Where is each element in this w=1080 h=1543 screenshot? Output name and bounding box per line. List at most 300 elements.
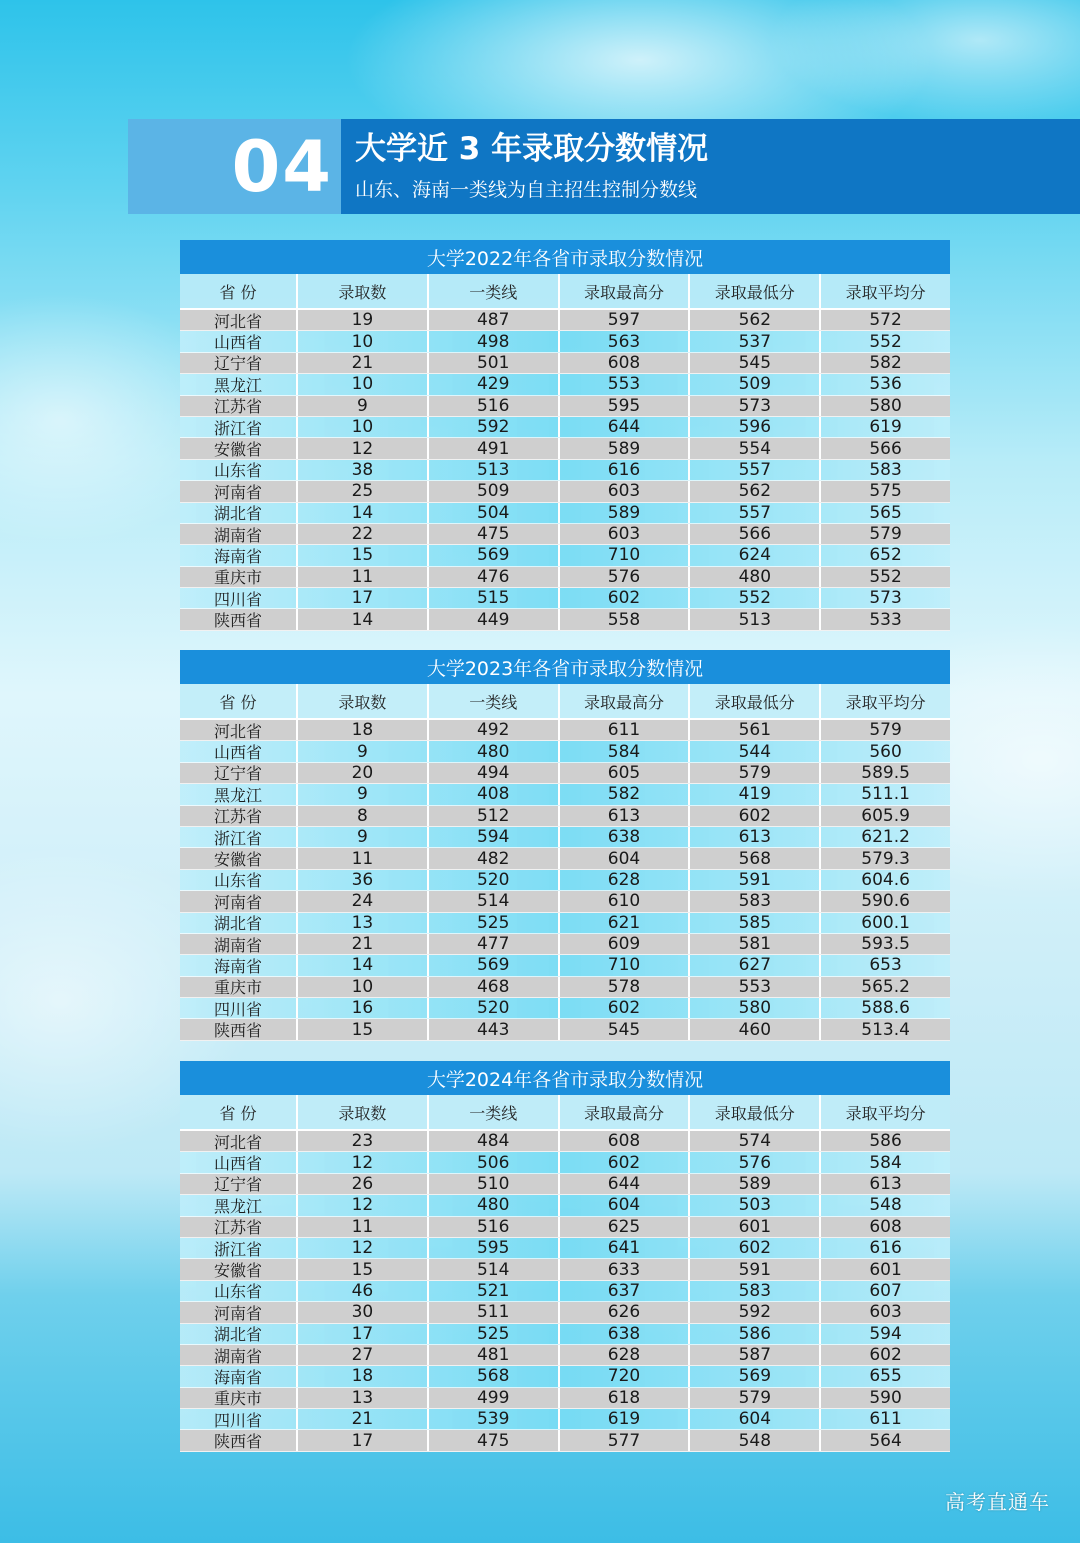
value-cell: 419 <box>690 784 821 804</box>
value-cell: 569 <box>690 1366 821 1386</box>
value-cell: 14 <box>298 955 429 975</box>
section-banner <box>128 119 1080 214</box>
value-cell: 539 <box>429 1409 560 1429</box>
value-cell: 613 <box>560 806 691 826</box>
value-cell: 30 <box>298 1302 429 1322</box>
table-row <box>180 1195 950 1216</box>
table-title: 大学2024年各省市录取分数情况 <box>180 1061 950 1095</box>
value-cell: 590.6 <box>861 891 910 912</box>
value-cell: 596 <box>690 417 821 437</box>
value-cell: 592 <box>690 1302 821 1322</box>
value-cell: 516 <box>429 396 560 416</box>
value-cell: 568 <box>690 848 821 868</box>
value-cell: 585 <box>690 913 821 933</box>
value-cell: 624 <box>690 545 821 565</box>
value-cell: 580 <box>690 998 821 1018</box>
value-cell: 589 <box>560 438 691 458</box>
column-header: 录取数 <box>298 274 429 308</box>
value-cell: 11 <box>298 848 429 868</box>
value-cell: 492 <box>429 720 560 740</box>
table-row <box>180 1409 950 1430</box>
table-title: 大学2023年各省市录取分数情况 <box>180 650 950 684</box>
value-cell: 558 <box>560 609 691 629</box>
value-cell: 564 <box>869 1430 902 1451</box>
province-cell: 湖北省 <box>180 913 298 933</box>
value-cell: 11 <box>298 567 429 587</box>
table-row <box>180 503 950 524</box>
table-row <box>180 741 950 762</box>
province-cell: 湖南省 <box>180 934 298 954</box>
value-cell: 608 <box>560 353 691 373</box>
value-cell: 512 <box>429 806 560 826</box>
province-cell: 陕西省 <box>180 609 298 629</box>
value-cell: 572 <box>869 310 902 331</box>
value-cell: 11 <box>298 1217 429 1237</box>
value-cell: 600.1 <box>861 912 910 933</box>
value-cell: 9 <box>298 396 429 416</box>
value-cell: 566 <box>869 438 902 459</box>
table-body <box>180 718 950 1041</box>
value-cell: 720 <box>560 1366 691 1386</box>
value-cell: 633 <box>560 1259 691 1279</box>
value-cell: 18 <box>298 720 429 740</box>
value-cell: 545 <box>690 353 821 373</box>
value-cell: 565 <box>869 502 902 523</box>
value-cell: 618 <box>560 1388 691 1408</box>
province-cell: 江苏省 <box>180 806 298 826</box>
value-cell: 36 <box>298 870 429 890</box>
province-cell: 安徽省 <box>180 1259 298 1279</box>
column-header: 录取数 <box>298 684 429 718</box>
value-cell: 560 <box>869 741 902 762</box>
value-cell: 566 <box>690 524 821 544</box>
value-cell: 627 <box>690 955 821 975</box>
value-cell: 477 <box>429 934 560 954</box>
column-header: 录取平均分 <box>845 282 926 302</box>
value-cell: 537 <box>690 331 821 351</box>
value-cell: 498 <box>429 331 560 351</box>
value-cell: 621 <box>560 913 691 933</box>
value-cell: 15 <box>298 1019 429 1039</box>
table-header-row <box>180 274 950 308</box>
value-cell: 21 <box>298 1409 429 1429</box>
table-row <box>180 524 950 545</box>
column-header: 省 份 <box>180 684 298 718</box>
value-cell: 594 <box>869 1323 902 1344</box>
value-cell: 619 <box>560 1409 691 1429</box>
value-cell: 480 <box>429 741 560 761</box>
value-cell: 569 <box>429 955 560 975</box>
table-row <box>180 1302 950 1323</box>
section-number: 04 <box>231 125 333 208</box>
value-cell: 521 <box>429 1281 560 1301</box>
value-cell: 616 <box>560 460 691 480</box>
score-table-2022 <box>180 240 950 631</box>
column-header: 一类线 <box>429 274 560 308</box>
column-header: 录取数 <box>298 1095 429 1129</box>
province-cell: 安徽省 <box>180 438 298 458</box>
value-cell: 494 <box>429 763 560 783</box>
value-cell: 608 <box>869 1216 902 1237</box>
value-cell: 613 <box>869 1173 902 1194</box>
province-cell: 辽宁省 <box>180 763 298 783</box>
province-cell: 江苏省 <box>180 1217 298 1237</box>
value-cell: 514 <box>429 891 560 911</box>
value-cell: 554 <box>690 438 821 458</box>
value-cell: 17 <box>298 588 429 608</box>
value-cell: 597 <box>560 310 691 330</box>
value-cell: 593.5 <box>861 934 910 955</box>
province-cell: 辽宁省 <box>180 353 298 373</box>
value-cell: 579.3 <box>861 848 910 869</box>
value-cell: 584 <box>560 741 691 761</box>
value-cell: 619 <box>869 417 902 438</box>
value-cell: 476 <box>429 567 560 587</box>
value-cell: 552 <box>869 331 902 352</box>
value-cell: 520 <box>429 870 560 890</box>
table-body <box>180 1129 950 1452</box>
value-cell: 587 <box>690 1345 821 1365</box>
table-row <box>180 720 950 741</box>
value-cell: 628 <box>560 1345 691 1365</box>
value-cell: 602 <box>690 1238 821 1258</box>
value-cell: 14 <box>298 609 429 629</box>
value-cell: 583 <box>690 891 821 911</box>
value-cell: 408 <box>429 784 560 804</box>
value-cell: 491 <box>429 438 560 458</box>
value-cell: 513 <box>690 609 821 629</box>
province-cell: 山西省 <box>180 331 298 351</box>
value-cell: 25 <box>298 481 429 501</box>
province-cell: 河南省 <box>180 1302 298 1322</box>
value-cell: 19 <box>298 310 429 330</box>
section-heading-box <box>341 119 1080 214</box>
value-cell: 10 <box>298 331 429 351</box>
value-cell: 581 <box>690 934 821 954</box>
table-row <box>180 1152 950 1173</box>
value-cell: 610 <box>560 891 691 911</box>
province-cell: 安徽省 <box>180 848 298 868</box>
province-cell: 浙江省 <box>180 1238 298 1258</box>
value-cell: 9 <box>298 827 429 847</box>
province-cell: 湖南省 <box>180 1345 298 1365</box>
province-cell: 浙江省 <box>180 417 298 437</box>
value-cell: 443 <box>429 1019 560 1039</box>
table-row <box>180 1388 950 1409</box>
value-cell: 525 <box>429 1324 560 1344</box>
value-cell: 562 <box>690 310 821 330</box>
value-cell: 545 <box>560 1019 691 1039</box>
value-cell: 9 <box>298 741 429 761</box>
table-body <box>180 308 950 631</box>
column-header: 录取平均分 <box>845 1103 926 1123</box>
value-cell: 637 <box>560 1281 691 1301</box>
value-cell: 578 <box>560 977 691 997</box>
value-cell: 613 <box>690 827 821 847</box>
province-cell: 陕西省 <box>180 1430 298 1450</box>
province-cell: 海南省 <box>180 1366 298 1386</box>
value-cell: 475 <box>429 1430 560 1450</box>
value-cell: 511.1 <box>861 784 910 805</box>
value-cell: 506 <box>429 1152 560 1172</box>
province-cell: 浙江省 <box>180 827 298 847</box>
watermark: 高考直通车 <box>945 1490 1050 1514</box>
value-cell: 20 <box>298 763 429 783</box>
province-cell: 江苏省 <box>180 396 298 416</box>
value-cell: 536 <box>869 374 902 395</box>
table-row <box>180 1324 950 1345</box>
value-cell: 573 <box>869 588 902 609</box>
value-cell: 638 <box>560 827 691 847</box>
column-header: 录取最高分 <box>560 684 691 718</box>
table-row <box>180 481 950 502</box>
value-cell: 18 <box>298 1366 429 1386</box>
value-cell: 710 <box>560 955 691 975</box>
value-cell: 586 <box>690 1324 821 1344</box>
table-row <box>180 955 950 976</box>
value-cell: 602 <box>869 1345 902 1366</box>
value-cell: 514 <box>429 1259 560 1279</box>
value-cell: 8 <box>298 806 429 826</box>
value-cell: 583 <box>869 459 902 480</box>
value-cell: 591 <box>690 1259 821 1279</box>
value-cell: 533 <box>869 609 902 630</box>
value-cell: 12 <box>298 438 429 458</box>
value-cell: 592 <box>429 417 560 437</box>
value-cell: 520 <box>429 998 560 1018</box>
table-row <box>180 891 950 912</box>
table-row <box>180 567 950 588</box>
column-header: 省 份 <box>180 274 298 308</box>
value-cell: 569 <box>429 545 560 565</box>
value-cell: 576 <box>690 1152 821 1172</box>
province-cell: 山西省 <box>180 741 298 761</box>
value-cell: 21 <box>298 353 429 373</box>
column-header: 录取最高分 <box>560 1095 691 1129</box>
value-cell: 644 <box>560 417 691 437</box>
value-cell: 628 <box>560 870 691 890</box>
table-row <box>180 331 950 352</box>
value-cell: 23 <box>298 1131 429 1151</box>
table-row <box>180 827 950 848</box>
table-header-row <box>180 684 950 718</box>
value-cell: 582 <box>869 352 902 373</box>
column-header: 录取平均分 <box>845 692 926 712</box>
table-row <box>180 1131 950 1152</box>
value-cell: 553 <box>560 374 691 394</box>
value-cell: 576 <box>560 567 691 587</box>
value-cell: 626 <box>560 1302 691 1322</box>
value-cell: 604 <box>690 1409 821 1429</box>
value-cell: 583 <box>690 1281 821 1301</box>
table-row <box>180 1430 950 1451</box>
table-row <box>180 806 950 827</box>
value-cell: 503 <box>690 1195 821 1215</box>
value-cell: 577 <box>560 1430 691 1450</box>
province-cell: 陕西省 <box>180 1019 298 1039</box>
value-cell: 9 <box>298 784 429 804</box>
value-cell: 616 <box>869 1238 902 1259</box>
value-cell: 13 <box>298 913 429 933</box>
value-cell: 429 <box>429 374 560 394</box>
province-cell: 海南省 <box>180 545 298 565</box>
table-row <box>180 1345 950 1366</box>
value-cell: 582 <box>560 784 691 804</box>
value-cell: 557 <box>690 503 821 523</box>
value-cell: 561 <box>690 720 821 740</box>
table-row <box>180 396 950 417</box>
province-cell: 黑龙江 <box>180 1195 298 1215</box>
score-table-2023 <box>180 650 950 1041</box>
value-cell: 602 <box>560 998 691 1018</box>
value-cell: 499 <box>429 1388 560 1408</box>
value-cell: 557 <box>690 460 821 480</box>
value-cell: 480 <box>429 1195 560 1215</box>
value-cell: 625 <box>560 1217 691 1237</box>
value-cell: 604.6 <box>861 869 910 890</box>
value-cell: 573 <box>690 396 821 416</box>
value-cell: 501 <box>429 353 560 373</box>
value-cell: 10 <box>298 374 429 394</box>
value-cell: 548 <box>869 1195 902 1216</box>
value-cell: 449 <box>429 609 560 629</box>
value-cell: 641 <box>560 1238 691 1258</box>
table-row <box>180 1217 950 1238</box>
value-cell: 652 <box>869 545 902 566</box>
value-cell: 544 <box>690 741 821 761</box>
province-cell: 湖北省 <box>180 503 298 523</box>
province-cell: 山东省 <box>180 1281 298 1301</box>
value-cell: 608 <box>560 1131 691 1151</box>
value-cell: 602 <box>560 1152 691 1172</box>
table-row <box>180 1281 950 1302</box>
province-cell: 河南省 <box>180 891 298 911</box>
value-cell: 509 <box>690 374 821 394</box>
column-header: 录取最高分 <box>560 274 691 308</box>
table-row <box>180 310 950 331</box>
value-cell: 510 <box>429 1174 560 1194</box>
value-cell: 17 <box>298 1324 429 1344</box>
section-title: 大学近 3 年录取分数情况 <box>355 131 709 168</box>
value-cell: 46 <box>298 1281 429 1301</box>
value-cell: 552 <box>690 588 821 608</box>
value-cell: 565.2 <box>861 976 910 997</box>
value-cell: 14 <box>298 503 429 523</box>
value-cell: 588.6 <box>861 998 910 1019</box>
value-cell: 13 <box>298 1388 429 1408</box>
table-row <box>180 374 950 395</box>
value-cell: 710 <box>560 545 691 565</box>
value-cell: 21 <box>298 934 429 954</box>
column-header: 录取最低分 <box>690 274 821 308</box>
value-cell: 580 <box>869 395 902 416</box>
section-subtitle: 山东、海南一类线为自主招生控制分数线 <box>355 178 698 201</box>
value-cell: 487 <box>429 310 560 330</box>
value-cell: 589 <box>560 503 691 523</box>
value-cell: 24 <box>298 891 429 911</box>
value-cell: 511 <box>429 1302 560 1322</box>
value-cell: 590 <box>869 1387 902 1408</box>
table-row <box>180 848 950 869</box>
value-cell: 609 <box>560 934 691 954</box>
province-cell: 黑龙江 <box>180 784 298 804</box>
value-cell: 602 <box>690 806 821 826</box>
value-cell: 482 <box>429 848 560 868</box>
value-cell: 595 <box>560 396 691 416</box>
value-cell: 603 <box>560 481 691 501</box>
province-cell: 山东省 <box>180 870 298 890</box>
value-cell: 480 <box>690 567 821 587</box>
value-cell: 638 <box>560 1324 691 1344</box>
value-cell: 621.2 <box>861 827 910 848</box>
value-cell: 579 <box>869 720 902 741</box>
value-cell: 38 <box>298 460 429 480</box>
table-header-row <box>180 1095 950 1129</box>
value-cell: 12 <box>298 1152 429 1172</box>
value-cell: 605 <box>560 763 691 783</box>
value-cell: 553 <box>690 977 821 997</box>
value-cell: 17 <box>298 1430 429 1450</box>
value-cell: 574 <box>690 1131 821 1151</box>
value-cell: 525 <box>429 913 560 933</box>
value-cell: 584 <box>869 1152 902 1173</box>
column-header: 录取最低分 <box>690 1095 821 1129</box>
value-cell: 509 <box>429 481 560 501</box>
value-cell: 605.9 <box>861 805 910 826</box>
column-header: 录取最低分 <box>690 684 821 718</box>
value-cell: 603 <box>560 524 691 544</box>
value-cell: 10 <box>298 977 429 997</box>
value-cell: 591 <box>690 870 821 890</box>
value-cell: 601 <box>690 1217 821 1237</box>
value-cell: 601 <box>869 1259 902 1280</box>
value-cell: 589.5 <box>861 762 910 783</box>
value-cell: 10 <box>298 417 429 437</box>
province-cell: 黑龙江 <box>180 374 298 394</box>
value-cell: 27 <box>298 1345 429 1365</box>
value-cell: 602 <box>560 588 691 608</box>
value-cell: 579 <box>869 524 902 545</box>
value-cell: 604 <box>560 1195 691 1215</box>
value-cell: 468 <box>429 977 560 997</box>
table-title: 大学2022年各省市录取分数情况 <box>180 240 950 274</box>
value-cell: 475 <box>429 524 560 544</box>
value-cell: 12 <box>298 1195 429 1215</box>
province-cell: 重庆市 <box>180 977 298 997</box>
value-cell: 611 <box>869 1409 902 1430</box>
section-number-box <box>128 119 341 214</box>
value-cell: 611 <box>560 720 691 740</box>
value-cell: 516 <box>429 1217 560 1237</box>
value-cell: 586 <box>869 1131 902 1152</box>
table-row <box>180 588 950 609</box>
value-cell: 595 <box>429 1238 560 1258</box>
table-row <box>180 438 950 459</box>
table-row <box>180 1174 950 1195</box>
province-cell: 河北省 <box>180 720 298 740</box>
province-cell: 四川省 <box>180 998 298 1018</box>
column-header: 一类线 <box>429 1095 560 1129</box>
value-cell: 603 <box>869 1302 902 1323</box>
value-cell: 607 <box>869 1280 902 1301</box>
province-cell: 辽宁省 <box>180 1174 298 1194</box>
province-cell: 河北省 <box>180 310 298 330</box>
column-header: 省 份 <box>180 1095 298 1129</box>
value-cell: 575 <box>869 481 902 502</box>
value-cell: 513.4 <box>861 1019 910 1040</box>
province-cell: 海南省 <box>180 955 298 975</box>
province-cell: 河北省 <box>180 1131 298 1151</box>
